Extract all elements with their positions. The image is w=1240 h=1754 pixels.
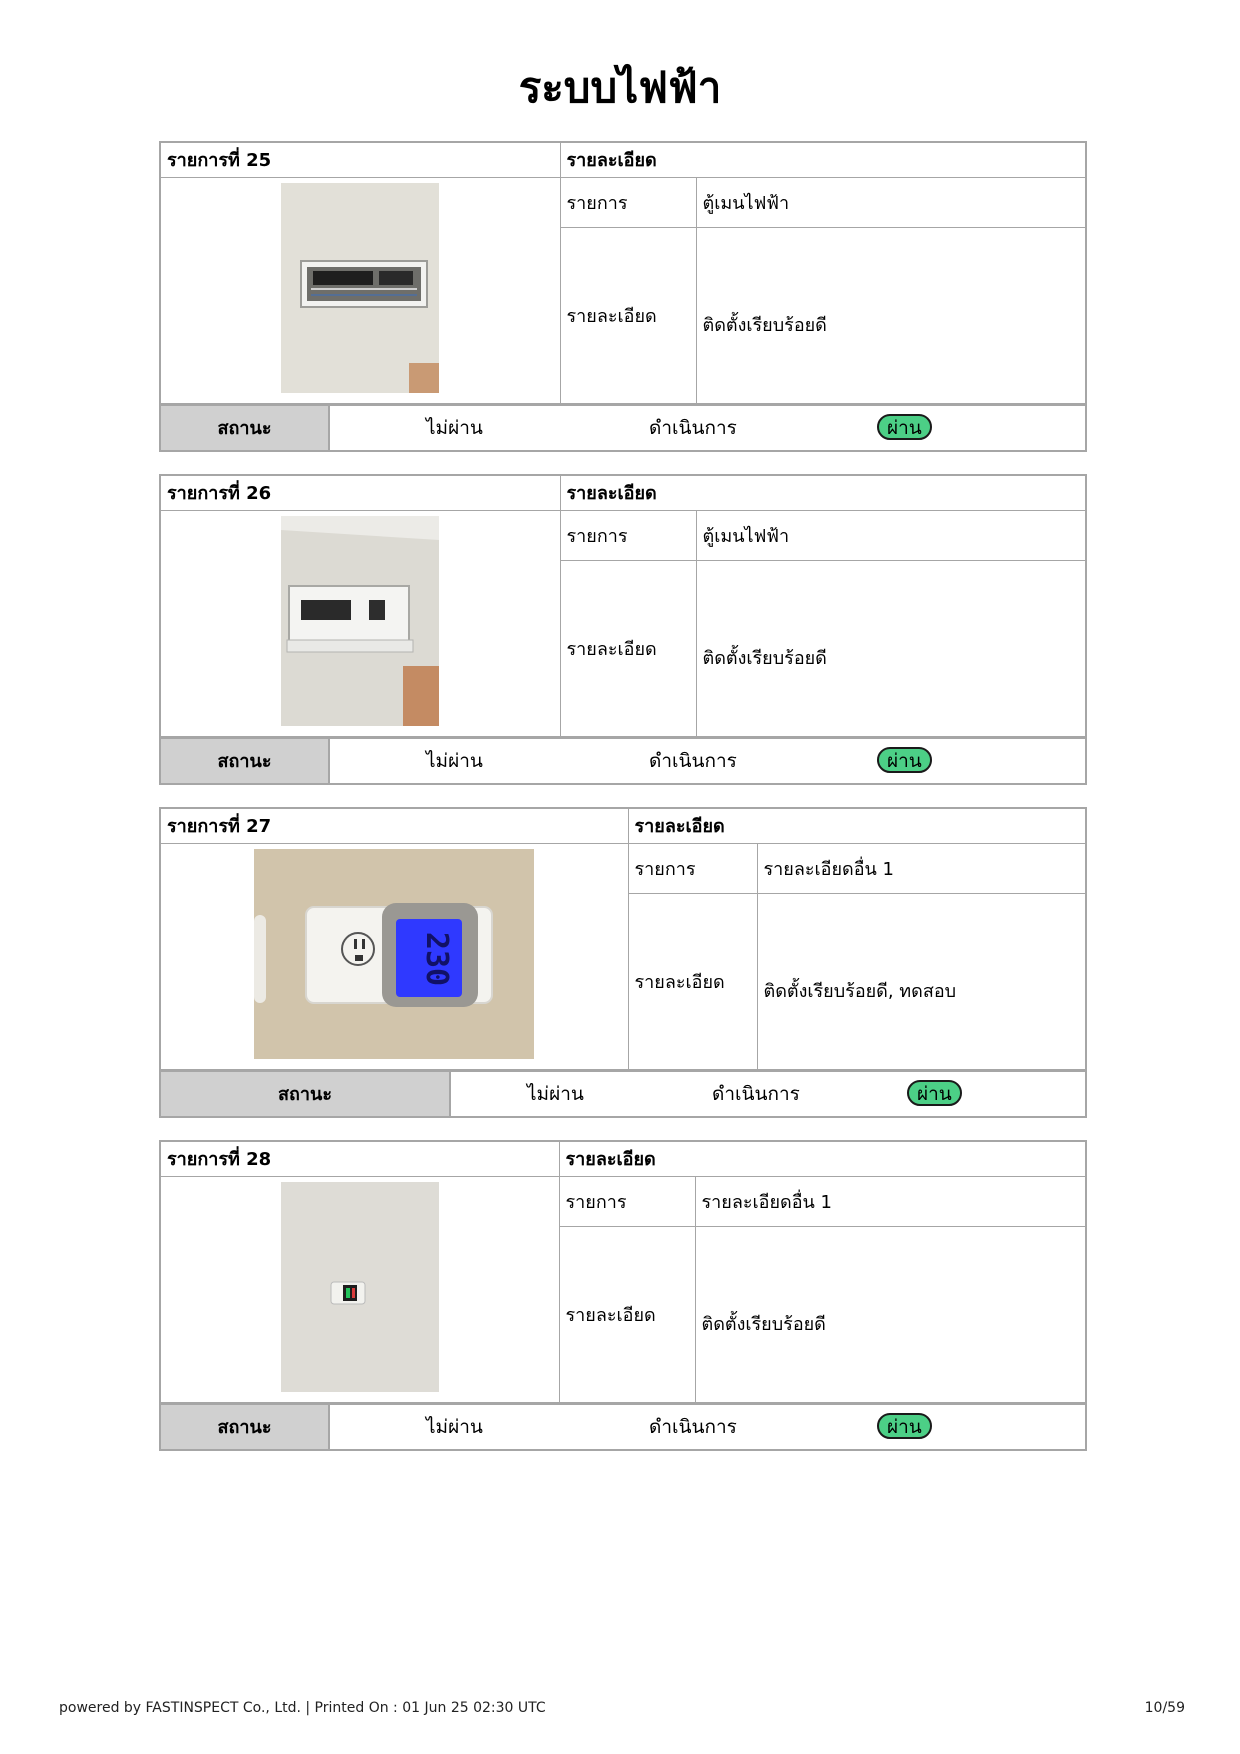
record-number: รายการที่ 28	[161, 1142, 559, 1176]
detail-value: ติดตั้งเรียบร้อยดี	[695, 1226, 1085, 1402]
status-label: สถานะ	[161, 1405, 330, 1449]
photo-cell	[161, 510, 560, 736]
inspection-record	[159, 1140, 1087, 1451]
inspection-record	[159, 474, 1087, 785]
photo-cell	[161, 177, 560, 403]
detail-header: รายละเอียด	[559, 1142, 1085, 1176]
record-photo[interactable]	[254, 849, 534, 1059]
status-option-in-progress[interactable]: ดำเนินการ	[649, 749, 737, 772]
status-row	[161, 1403, 1085, 1449]
detail-label: รายละเอียด	[560, 560, 696, 736]
page-number: 10/59	[1144, 1700, 1185, 1716]
record-number: รายการที่ 26	[161, 476, 560, 510]
status-options	[330, 739, 1085, 783]
footer-credit: powered by FASTINSPECT Co., Ltd. | Printed On : 01 Jun 25 02:30 UTC	[59, 1700, 546, 1716]
item-label: รายการ	[559, 1176, 695, 1226]
inspection-record	[159, 141, 1087, 452]
record-number: รายการที่ 27	[161, 809, 628, 843]
status-row	[161, 737, 1085, 783]
status-option-pass[interactable]: ผ่าน	[877, 747, 932, 773]
status-option-pass[interactable]: ผ่าน	[907, 1080, 962, 1106]
item-value: รายละเอียดอื่น 1	[757, 843, 1085, 893]
meter-reading: 230	[419, 931, 455, 986]
detail-header: รายละเอียด	[628, 809, 1085, 843]
status-option-fail[interactable]: ไม่ผ่าน	[426, 749, 483, 772]
detail-value: ติดตั้งเรียบร้อยดี	[696, 227, 1085, 403]
status-option-fail[interactable]: ไม่ผ่าน	[527, 1082, 584, 1105]
status-option-in-progress[interactable]: ดำเนินการ	[712, 1082, 800, 1105]
item-label: รายการ	[560, 510, 696, 560]
photo-cell	[161, 843, 628, 1069]
record-photo[interactable]	[281, 1182, 439, 1392]
status-option-pass[interactable]: ผ่าน	[877, 414, 932, 440]
page-title: ระบบไฟฟ้า	[518, 63, 722, 112]
status-option-in-progress[interactable]: ดำเนินการ	[649, 1415, 737, 1438]
status-label: สถานะ	[161, 1072, 451, 1116]
status-option-fail[interactable]: ไม่ผ่าน	[426, 1415, 483, 1438]
status-label: สถานะ	[161, 739, 330, 783]
status-option-fail[interactable]: ไม่ผ่าน	[426, 416, 483, 439]
status-label: สถานะ	[161, 406, 330, 450]
inspection-record	[159, 807, 1087, 1118]
item-value: ตู้เมนไฟฟ้า	[696, 177, 1085, 227]
status-row	[161, 404, 1085, 450]
detail-label: รายละเอียด	[628, 893, 757, 1069]
status-option-pass[interactable]: ผ่าน	[877, 1413, 932, 1439]
status-options	[330, 406, 1085, 450]
item-value: รายละเอียดอื่น 1	[695, 1176, 1085, 1226]
status-options	[330, 1405, 1085, 1449]
status-row	[161, 1070, 1085, 1116]
item-value: ตู้เมนไฟฟ้า	[696, 510, 1085, 560]
item-label: รายการ	[628, 843, 757, 893]
detail-value: ติดตั้งเรียบร้อยดี, ทดสอบ	[757, 893, 1085, 1069]
status-options	[451, 1072, 1085, 1116]
detail-value: ติดตั้งเรียบร้อยดี	[696, 560, 1085, 736]
detail-label: รายละเอียด	[560, 227, 696, 403]
record-photo[interactable]	[281, 183, 439, 393]
detail-header: รายละเอียด	[560, 143, 1085, 177]
detail-label: รายละเอียด	[559, 1226, 695, 1402]
photo-cell	[161, 1176, 559, 1402]
record-photo[interactable]	[281, 516, 439, 726]
detail-header: รายละเอียด	[560, 476, 1085, 510]
item-label: รายการ	[560, 177, 696, 227]
status-option-in-progress[interactable]: ดำเนินการ	[649, 416, 737, 439]
record-number: รายการที่ 25	[161, 143, 560, 177]
